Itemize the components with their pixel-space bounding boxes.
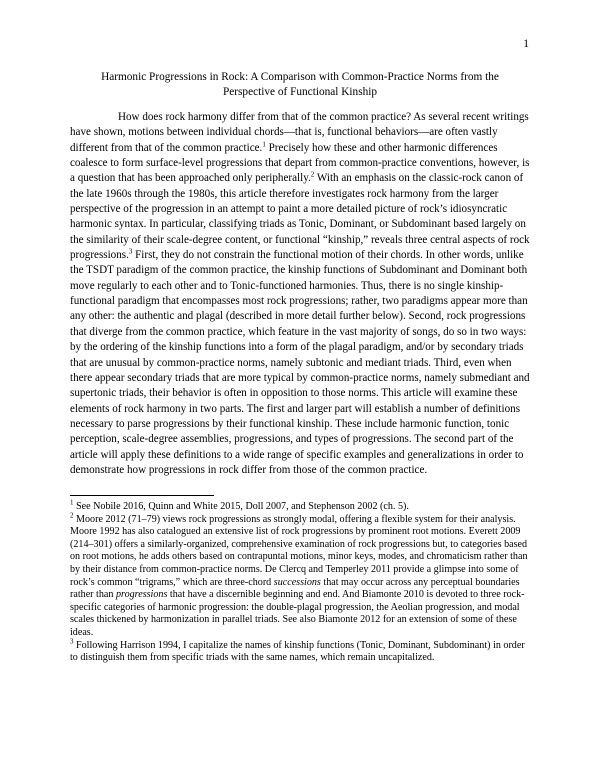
body-text-segment: With an emphasis on the classic-rock canon of the late 1960s through the 1980s, this article therefore investigates rock harmony from the larger perspective of the progression in an attempt to paint a more detailed picture of rock’s idiosyncratic harmonic syntax. In particular, classifying triads as Tonic, Dominant, or Subdominant based largely on the similarity of their scale-degree content, or functional “kinship,” reveals three central aspects of rock progressions. xyxy=(70,172,530,262)
body-text-segment: First, they do not constrain the functional motion of their chords. In other words, unlike the TSDT paradigm of the common practice, the kinship functions of Subdominant and Dominant both move regularly to each other and to Tonic-functioned harmonies. Thus, there is no single kinship-functional paradigm that encompasses most rock progressions; rather, two paradigms appear more than any other: the authentic and plagal (described in more detail further below). Second, rock progressions that diverge from the common practice, which feature in the vast majority of songs, do so in two ways: by the ordering of the kinship functions into a form of the plagal paradigm, and/or by secondary triads that are unusual by common-practice norms, namely subtonic and mediant triads. Third, even when there appear secondary triads that are more typical by common-practice norms, namely submediant and supertonic triads, their behavior is often in opposition to those norms. This article will examine these elements of rock harmony in two parts. The first and larger part will establish a number of definitions necessary to parse progressions by their functional kinship. These include harmonic function, tonic perception, scale-degree assemblies, progressions, and types of progressions. The second part of the article will apply these definitions to a wide range of specific examples and generalizations in order to demonstrate how progressions in rock differ from those of the common practice. xyxy=(70,249,530,476)
footnote-separator xyxy=(70,495,214,496)
footnote-text: Following Harrison 1994, I capitalize the names of kinship functions (Tonic, Dominant, Subdominant) in order to distinguish them from specific triads with the same names, which remain uncapitalized. xyxy=(70,639,525,664)
footnote-text: Moore 2012 (71–79) views rock progressions as strongly modal, offering a flexible system for their analysis. Moore 1992 has also catalogued an extensive list of rock progressions by prominent root motions. Everett 2009 (214–301) offers a similarly-organized, comprehensive examination of rock progressions but, to categories based on root motions, he adds others based on contrapuntal motions, minor keys, modes, and chromaticism rather than by their distance from common-practice norms. De Clercq and Temperley 2011 provide a glimpse into some of rock’s common “trigrams,” which are three-chord xyxy=(70,513,528,588)
footnote-text: See Nobile 2016, Quinn and White 2015, Doll 2007, and Stephenson 2002 (ch. 5). xyxy=(73,501,409,512)
footnote-1 xyxy=(70,498,535,514)
footnote-reference: 1 xyxy=(262,140,266,148)
footnote-emphasis: progressions xyxy=(115,589,168,601)
article-title xyxy=(70,70,530,100)
footnote-reference: 2 xyxy=(310,170,315,179)
footnote-number: 1 xyxy=(70,498,74,507)
footnote-emphasis: successions xyxy=(273,576,321,588)
footnote-text: that may occur across any perceptual boundaries rather than xyxy=(70,576,520,601)
page-number: 1 xyxy=(523,38,529,50)
footnote-number: 2 xyxy=(70,511,74,520)
body-paragraph xyxy=(70,110,530,478)
footnotes xyxy=(70,498,535,665)
footnote-3 xyxy=(70,637,535,665)
body-text-segment: How does rock harmony differ from that of the common practice? As several recent writings have shown, motions between individual chords—that is, functional behaviors—are often vastly different from that of the common practice. xyxy=(70,111,529,154)
footnote-2 xyxy=(70,511,535,640)
body-text xyxy=(70,110,530,478)
body-text-segment: Precisely how these and other harmonic differences coalesce to form surface-level progressions that depart from common-practice conventions, however, is a question that has been approached only peripherally. xyxy=(70,141,530,185)
footnote-reference: 3 xyxy=(128,247,133,256)
title-line-1: Harmonic Progressions in Rock: A Comparison with Common-Practice Norms from the xyxy=(101,71,499,83)
footnote-number: 3 xyxy=(70,637,74,646)
footnote-text: that have a discernible beginning and end. And Biamonte 2010 is devoted to three rock-specific categories of harmonic progression: the double-plagal progression, the Aeolian progression, and modal scales thickened by harmonization in parallel triads. See also Biamonte 2012 for an extension of some of these ideas. xyxy=(70,589,525,638)
title-line-2: Perspective of Functional Kinship xyxy=(222,86,378,98)
